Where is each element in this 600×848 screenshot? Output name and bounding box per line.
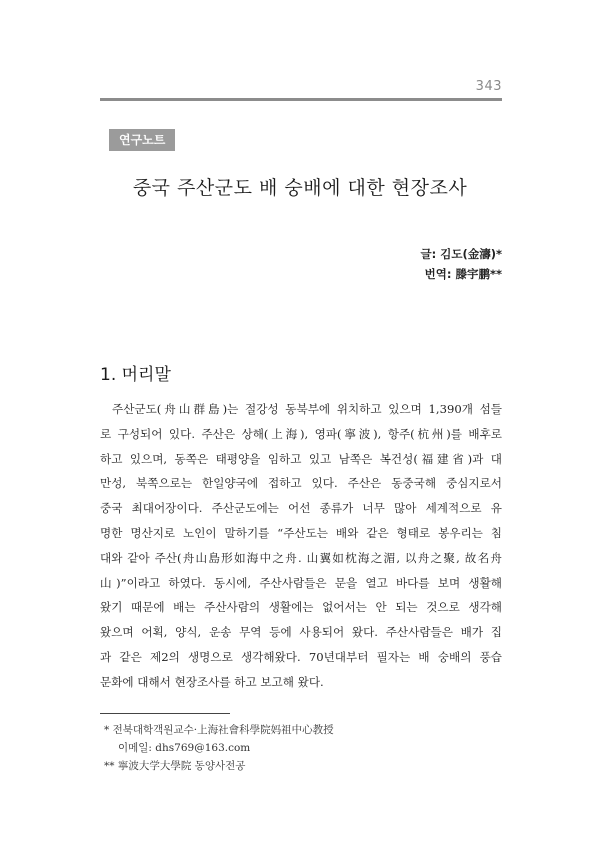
footnote-author: * 전북대학객원교수·上海社會科學院妈祖中心教授 xyxy=(104,724,334,736)
body-line: 하고 있으며, 동쪽은 태평양을 임하고 있고 남쪽은 복건성(福建省)과 대 xyxy=(100,451,502,466)
footnotes xyxy=(104,721,334,775)
translator-line: 번역: 滕宇鹏** xyxy=(424,267,502,281)
body-line: 문화에 대해서 현장조사를 하고 보고해 왔다. xyxy=(100,674,324,689)
body-line: 로 구성되어 있다. 주산은 상해(上海), 영파(寧波), 항주(杭州)를 배후로 xyxy=(100,426,502,441)
author-line: 글: 김도(金濤)* xyxy=(420,247,502,261)
body-line: 왔기 때문에 배는 주산사람의 생활에는 없어서는 안 되는 것으로 생각해 xyxy=(100,600,502,615)
body-line: 과 같은 제2의 생명으로 생각해왔다. 70년대부터 필자는 배 숭배의 풍습 xyxy=(100,649,502,664)
body-line: 주산군도(舟山群島)는 절강성 동북부에 위치하고 있으며 1,390개 섬들 xyxy=(112,402,502,416)
body-line: 중국 최대어장이다. 주산군도에는 어선 종류가 너무 많아 세계적으로 유 xyxy=(100,501,502,516)
body-paragraph xyxy=(100,397,502,695)
header-rule xyxy=(100,98,502,101)
section-badge: 연구노트 xyxy=(109,129,175,151)
footnote-translator: ** 寧波大学大學院 동양사전공 xyxy=(104,760,246,772)
body-line: 왔으며 어획, 양식, 운송 무역 등에 사용되어 왔다. 주산사람들은 배가 집 xyxy=(100,625,502,640)
body-line: 대와 같아 주산(舟山島形如海中之舟. 山翼如枕海之湄, 以舟之聚, 故名舟 xyxy=(100,550,502,565)
section-heading: 1. 머리말 xyxy=(100,365,171,385)
page-number: 343 xyxy=(475,79,502,94)
body-line: 山)”이라고 하였다. 동시에, 주산사람들은 문을 열고 바다를 보며 생활해 xyxy=(100,575,502,590)
body-line: 만성, 북쪽으로는 한일양국에 접하고 있다. 주산은 동중국해 중심지로서 xyxy=(100,476,502,491)
footnote-rule xyxy=(100,713,230,714)
article-title: 중국 주산군도 배 숭배에 대한 현장조사 xyxy=(132,177,468,199)
body-line: 명한 명산지로 노인이 말하기를 “주산도는 배와 같은 형태로 봉우리는 침 xyxy=(100,525,502,540)
footnote-email: 이메일: dhs769@163.com xyxy=(118,742,251,754)
